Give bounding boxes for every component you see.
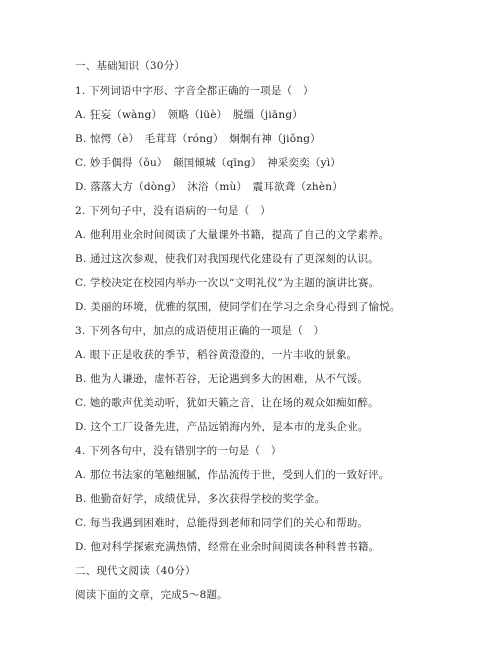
question-3-option-c: C. 她的歌声优美动听，犹如天籁之音，让在场的观众如痴如醉。: [75, 397, 379, 409]
question-4-option-b: B. 他勤奋好学，成绩优异，多次获得学校的奖学金。: [75, 493, 326, 505]
question-3: 3. 下列各句中，加点的成语使用正确的一项是（ ）: [75, 325, 325, 337]
question-4-option-d: D. 他对科学探索充满热情，经常在业余时间阅读各种科普书籍。: [75, 541, 380, 553]
reading-instruction: 阅读下面的文章，完成5～8题。: [75, 589, 228, 601]
section-heading-2: 二、现代文阅读（40分）: [75, 565, 196, 577]
question-2: 2. 下列句子中，没有语病的一句是（ ）: [75, 205, 271, 217]
question-3-option-d: D. 这个工厂设备先进，产品远销海内外，是本市的龙头企业。: [75, 421, 369, 433]
question-3-option-b: B. 他为人谦逊，虚怀若谷，无论遇到多大的困难，从不气馁。: [75, 373, 369, 385]
question-1: 1. 下列词语中字形、字音全都正确的一项是（ ）: [75, 85, 314, 97]
section-heading-1: 一、基础知识（30分）: [75, 60, 186, 72]
question-2-option-b: B. 通过这次参观，使我们对我国现代化建设有了更深刻的认识。: [75, 253, 379, 265]
question-2-option-a: A. 他利用业余时间阅读了大量课外书籍，提高了自己的文学素养。: [75, 229, 390, 241]
question-4: 4. 下列各句中，没有错别字的一句是（ ）: [75, 445, 282, 457]
question-1-option-a: A. 狂妄（wàng） 领略（lüè） 脱缰（jiāng）: [75, 109, 303, 121]
question-4-option-a: A. 那位书法家的笔触细腻，作品流传于世，受到人们的一致好评。: [75, 469, 390, 481]
question-2-option-c: C. 学校决定在校园内举办一次以“文明礼仪”为主题的演讲比赛。: [75, 277, 380, 289]
question-1-option-c: C. 妙手偶得（ǒu） 颠国倾城（qīng） 神采奕奕（yì）: [75, 157, 341, 169]
question-4-option-c: C. 每当我遇到困难时，总能得到老师和同学们的关心和帮助。: [75, 517, 369, 529]
question-1-option-b: B. 惊愕（è） 毛茸茸（róng） 炯炯有神（jiǒng）: [75, 133, 321, 145]
question-3-option-a: A. 眼下正是收获的季节，稻谷黄澄澄的，一片丰收的景象。: [75, 349, 358, 361]
question-1-option-d: D. 落落大方（dòng） 沐浴（mù） 震耳欲聋（zhèn）: [75, 181, 343, 193]
question-2-option-d: D. 美丽的环境，优雅的氛围，使同学们在学习之余身心得到了愉悦。: [75, 301, 401, 313]
